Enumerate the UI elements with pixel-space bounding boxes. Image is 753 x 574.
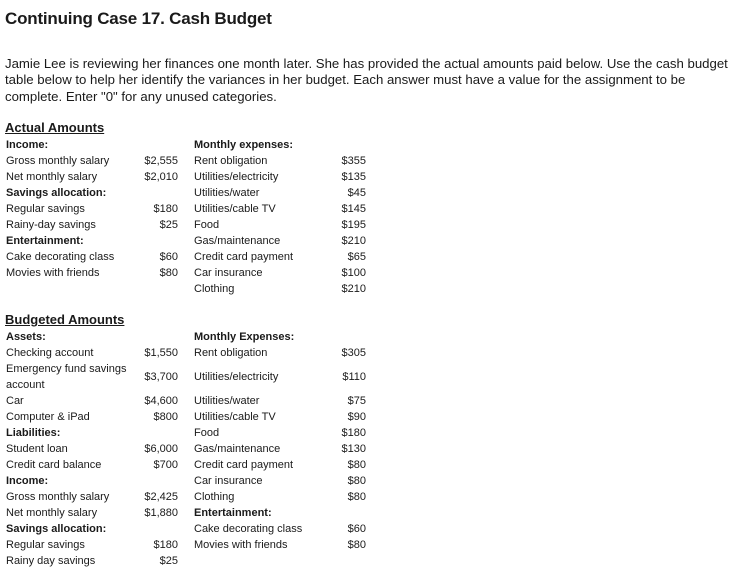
row-label: Assets: [6, 331, 46, 343]
expense-amount: $110 [342, 371, 366, 383]
table-row [0, 521, 753, 537]
row-label: Rainy-day savings [6, 219, 96, 231]
row-label: Net monthly salary [6, 507, 98, 519]
row-label: Movies with friends [6, 267, 100, 279]
table-row [0, 233, 753, 249]
table-row [0, 201, 753, 217]
row-amount: $25 [159, 555, 178, 567]
expense-amount: $210 [341, 283, 366, 295]
expense-amount: $65 [347, 251, 366, 263]
expense-amount: $80 [347, 491, 366, 503]
row-label: Income: [6, 139, 49, 151]
expense-amount: $75 [347, 395, 366, 407]
row-amount: $25 [159, 219, 178, 231]
table-row [0, 249, 753, 265]
table-row [0, 441, 753, 457]
table-row [0, 457, 753, 473]
expense-label: Utilities/electricity [194, 371, 279, 383]
table-row [0, 505, 753, 521]
actual-amounts-heading: Actual Amounts [5, 120, 105, 135]
expense-label: Credit card payment [194, 251, 294, 263]
expense-label: Monthly expenses: [194, 139, 294, 151]
expense-amount: $100 [341, 267, 366, 279]
expense-amount: $135 [341, 171, 366, 183]
row-label: Cake decorating class [6, 251, 115, 263]
table-row [0, 425, 753, 441]
row-label: Gross monthly salary [6, 155, 110, 167]
row-label: Emergency fund savings account [6, 363, 127, 391]
expense-label: Movies with friends [194, 539, 288, 551]
row-amount: $4,600 [144, 395, 178, 407]
row-amount: $2,010 [144, 171, 178, 183]
expense-label: Gas/maintenance [194, 235, 281, 247]
expense-amount: $130 [341, 443, 366, 455]
expense-amount: $195 [341, 219, 366, 231]
table-row [0, 137, 753, 153]
table-row [0, 329, 753, 345]
expense-label: Utilities/cable TV [194, 411, 276, 423]
expense-label: Utilities/electricity [194, 171, 279, 183]
row-amount: $3,700 [144, 371, 178, 383]
row-label: Checking account [6, 347, 94, 359]
row-label: Entertainment: [6, 235, 84, 247]
row-label: Liabilities: [6, 427, 61, 439]
expense-label: Car insurance [194, 475, 263, 487]
table-row [0, 281, 753, 297]
row-amount: $80 [159, 267, 178, 279]
expense-label: Food [194, 219, 220, 231]
table-row [0, 345, 753, 361]
expense-amount: $145 [341, 203, 366, 215]
row-label: Income: [6, 475, 49, 487]
row-label: Net monthly salary [6, 171, 98, 183]
table-row [0, 361, 753, 393]
expense-label: Credit card payment [194, 459, 294, 471]
expense-amount: $305 [341, 347, 366, 359]
row-amount: $700 [153, 459, 178, 471]
row-amount: $60 [159, 251, 178, 263]
table-row [0, 393, 753, 409]
row-label: Rainy day savings [6, 555, 96, 567]
row-label: Savings allocation: [6, 187, 107, 199]
expense-label: Rent obligation [194, 347, 268, 359]
budgeted-amounts-table [0, 329, 753, 569]
expense-amount: $180 [341, 427, 366, 439]
expense-amount: $60 [347, 523, 366, 535]
row-label: Credit card balance [6, 459, 102, 471]
table-row [0, 265, 753, 281]
table-row [0, 473, 753, 489]
expense-label: Utilities/cable TV [194, 203, 276, 215]
table-row [0, 409, 753, 425]
row-amount: $2,555 [144, 155, 178, 167]
table-row [0, 537, 753, 553]
row-label: Student loan [6, 443, 68, 455]
table-row [0, 153, 753, 169]
actual-amounts-table [0, 137, 753, 297]
expense-label: Cake decorating class [194, 523, 303, 535]
row-label: Savings allocation: [6, 523, 107, 535]
row-amount: $1,550 [144, 347, 178, 359]
expense-label: Utilities/water [194, 395, 260, 407]
page-title: Continuing Case 17. Cash Budget [5, 9, 272, 28]
expense-amount: $355 [341, 155, 366, 167]
expense-label: Entertainment: [194, 507, 272, 519]
expense-amount: $90 [347, 411, 366, 423]
row-label: Car [6, 395, 24, 407]
expense-amount: $210 [341, 235, 366, 247]
expense-label: Rent obligation [194, 155, 268, 167]
expense-amount: $80 [347, 459, 366, 471]
expense-amount: $80 [347, 539, 366, 551]
row-label: Regular savings [6, 203, 85, 215]
expense-label: Clothing [194, 491, 235, 503]
expense-label: Clothing [194, 283, 235, 295]
table-row [0, 553, 753, 569]
row-label: Gross monthly salary [6, 491, 110, 503]
expense-label: Car insurance [194, 267, 263, 279]
instructions-paragraph: Jamie Lee is reviewing her finances one month later. She has provided the actual amounts paid below. Use the cash budget table below to help her identify the variances in her budget. Each answer must have a value for the assignment to be complete. Enter "0" for any unused categories. [5, 56, 728, 104]
row-label: Regular savings [6, 539, 85, 551]
expense-label: Monthly Expenses: [194, 331, 295, 343]
row-amount: $1,880 [144, 507, 178, 519]
expense-amount: $80 [347, 475, 366, 487]
row-amount: $2,425 [144, 491, 178, 503]
table-row [0, 217, 753, 233]
row-amount: $180 [153, 203, 178, 215]
row-amount: $180 [153, 539, 178, 551]
budgeted-amounts-heading: Budgeted Amounts [5, 312, 125, 327]
expense-label: Food [194, 427, 220, 439]
table-row [0, 169, 753, 185]
expense-label: Gas/maintenance [194, 443, 281, 455]
table-row [0, 489, 753, 505]
row-amount: $800 [153, 411, 178, 423]
table-row [0, 185, 753, 201]
row-amount: $6,000 [144, 443, 178, 455]
expense-amount: $45 [347, 187, 366, 199]
expense-label: Utilities/water [194, 187, 260, 199]
row-label: Computer & iPad [6, 411, 90, 423]
